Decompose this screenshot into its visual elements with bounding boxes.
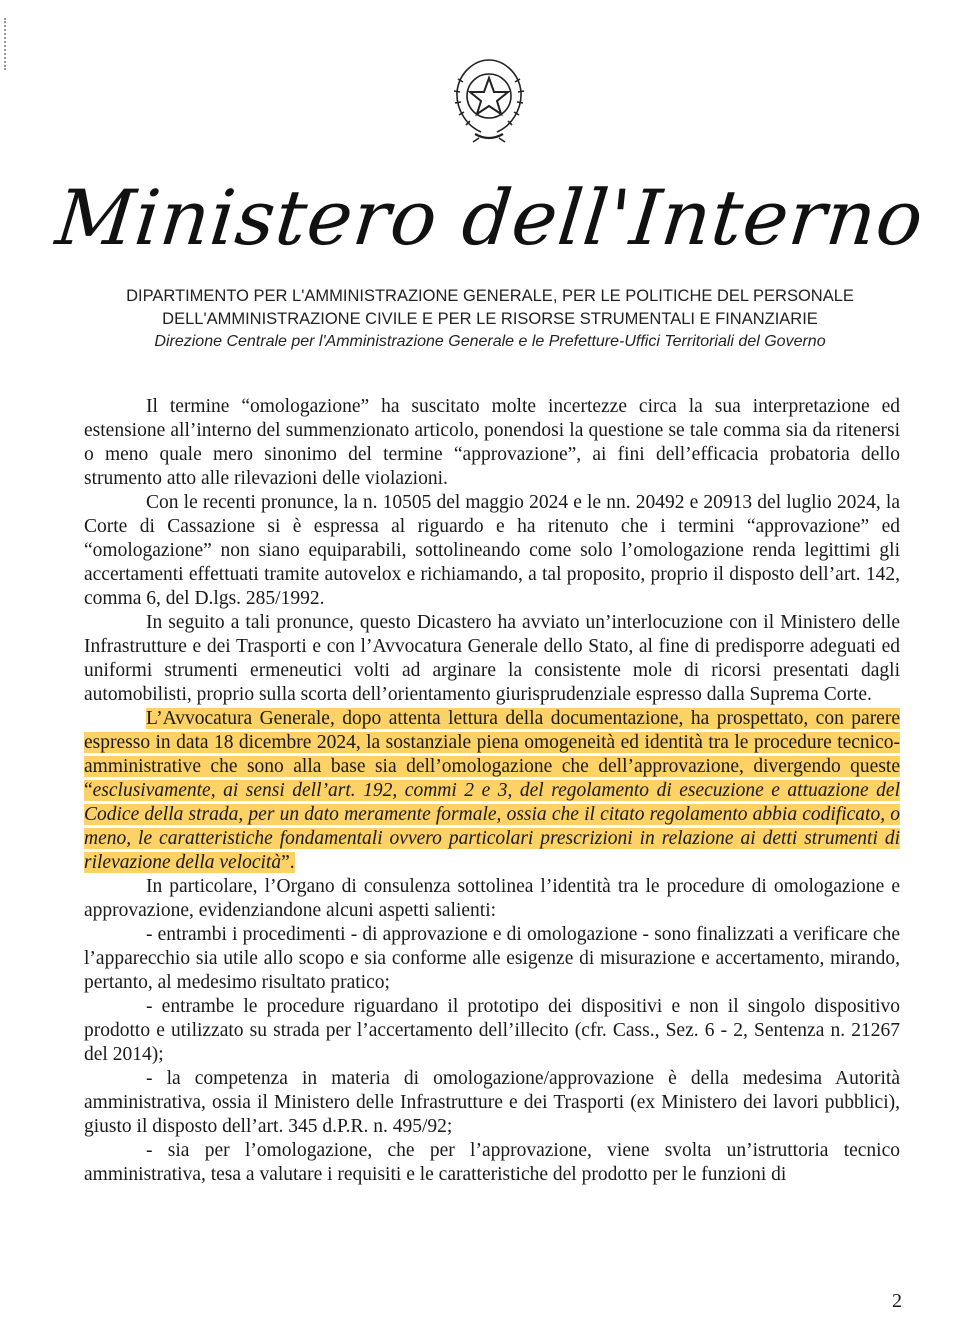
margin-marker bbox=[4, 18, 9, 70]
ministry-title: Ministero dell'Interno bbox=[51, 173, 929, 262]
department-line-2: DELL'AMMINISTRAZIONE CIVILE E PER LE RISORSE STRUMENTALI E FINANZIARIE bbox=[162, 310, 818, 328]
paragraph-2: Con le recenti pronunce, la n. 10505 del maggio 2024 e le nn. 20492 e 20913 del luglio 2024, la Corte di Cassazione si è espressa al riguardo e ha ritenuto che i termini “approvazione” ed “omologazione” non siano equiparabili, sottolineando come solo l’omologazione renda legittimi gli accertamenti effettuati tramite autovelox e richiamando, a tal proposito, proprio il disposto dell’art. 142, comma 6, del D.lgs. 285/1992. bbox=[84, 492, 900, 609]
paragraph-3: In seguito a tali pronunce, questo Dicastero ha avviato un’interlocuzione con il Ministero delle Infrastrutture e dei Trasporti e con l’Avvocatura Generale dello Stato, al fine di predisporre adeguati ed uniformi strumenti ermeneutici volti ad arginare la consistente mole di ricorsi presentati dagli automobilisti, proprio sulla scorta dell’orientamento giurisprudenziale espresso dalla Suprema Corte. bbox=[84, 612, 900, 705]
paragraph-4-text: L’Avvocatura Generale, dopo attenta lettura della documentazione, ha prospettato, con parere espresso in data 18 dicembre 2024, la sostanziale piena omogeneità ed identità tra le procedure tecnico-amministrative che sono alla base sia dell’omologazione che dell’approvazione, divergendo queste “ bbox=[84, 708, 900, 801]
list-item-2: - entrambe le procedure riguardano il prototipo dei dispositivi e non il singolo dispositivo prodotto e utilizzato su strada per l’accertamento dell’illecito (cfr. Cass., Sez. 6 - 2, Sentenza n. 21267 del 2014); bbox=[84, 996, 900, 1065]
directorate-line: Direzione Centrale per l'Amministrazione Generale e le Prefetture-Uffici Territoriali del Governo bbox=[154, 333, 826, 350]
paragraph-1: Il termine “omologazione” ha suscitato molte incertezze circa la sua interpretazione ed estensione all’interno del summenzionato articolo, ponendosi la questione se tale comma sia da ritenersi o meno quale mero sinonimo del termine “approvazione”, ai fini dell’efficacia probatoria dello strumento atto alle rilevazioni delle violazioni. bbox=[84, 396, 900, 489]
paragraph-4-quote: esclusivamente, ai sensi dell’art. 192, commi 2 e 3, del regolamento di esecuzione e attuazione del Codice della strada, per un dato meramente formale, ossia che il citato regolamento abbia codificato, o meno, le caratteristiche fondamentali ovvero particolari prescrizioni in relazione ai detti strumenti di rilevazione della velocità bbox=[84, 780, 900, 873]
paragraph-5: In particolare, l’Organo di consulenza sottolinea l’identità tra le procedure di omologazione e approvazione, evidenziandone alcuni aspetti salienti: bbox=[84, 876, 900, 921]
paragraph-4-highlighted bbox=[84, 707, 900, 875]
list-item-3: - la competenza in materia di omologazione/approvazione è della medesima Autorità amministrativa, ossia il Ministero delle Infrastrutture e dei Trasporti (ex Ministero dei lavori pubblici), giusto il disposto dell’art. 345 d.P.R. n. 495/92; bbox=[84, 1068, 900, 1137]
list-item-1: - entrambi i procedimenti - di approvazione e di omologazione - sono finalizzati a verificare che l’apparecchio sia utile allo scopo e sia conforme alle esigenze di misurazione e accertamento, mirando, pertanto, al medesimo risultato pratico; bbox=[84, 924, 900, 993]
list-item-4: - sia per l’omologazione, che per l’approvazione, viene svolta un’istruttoria tecnico amministrativa, tesa a valutare i requisiti e le caratteristiche del prodotto per le funzioni di bbox=[84, 1140, 900, 1185]
paragraph-4-close: ”. bbox=[281, 852, 295, 873]
department-line-1: DIPARTIMENTO PER L'AMMINISTRAZIONE GENERALE, PER LE POLITICHE DEL PERSONALE bbox=[126, 287, 854, 305]
italian-republic-emblem-icon bbox=[445, 52, 533, 144]
letter-body bbox=[84, 395, 900, 1187]
page-number: 2 bbox=[892, 1290, 902, 1312]
